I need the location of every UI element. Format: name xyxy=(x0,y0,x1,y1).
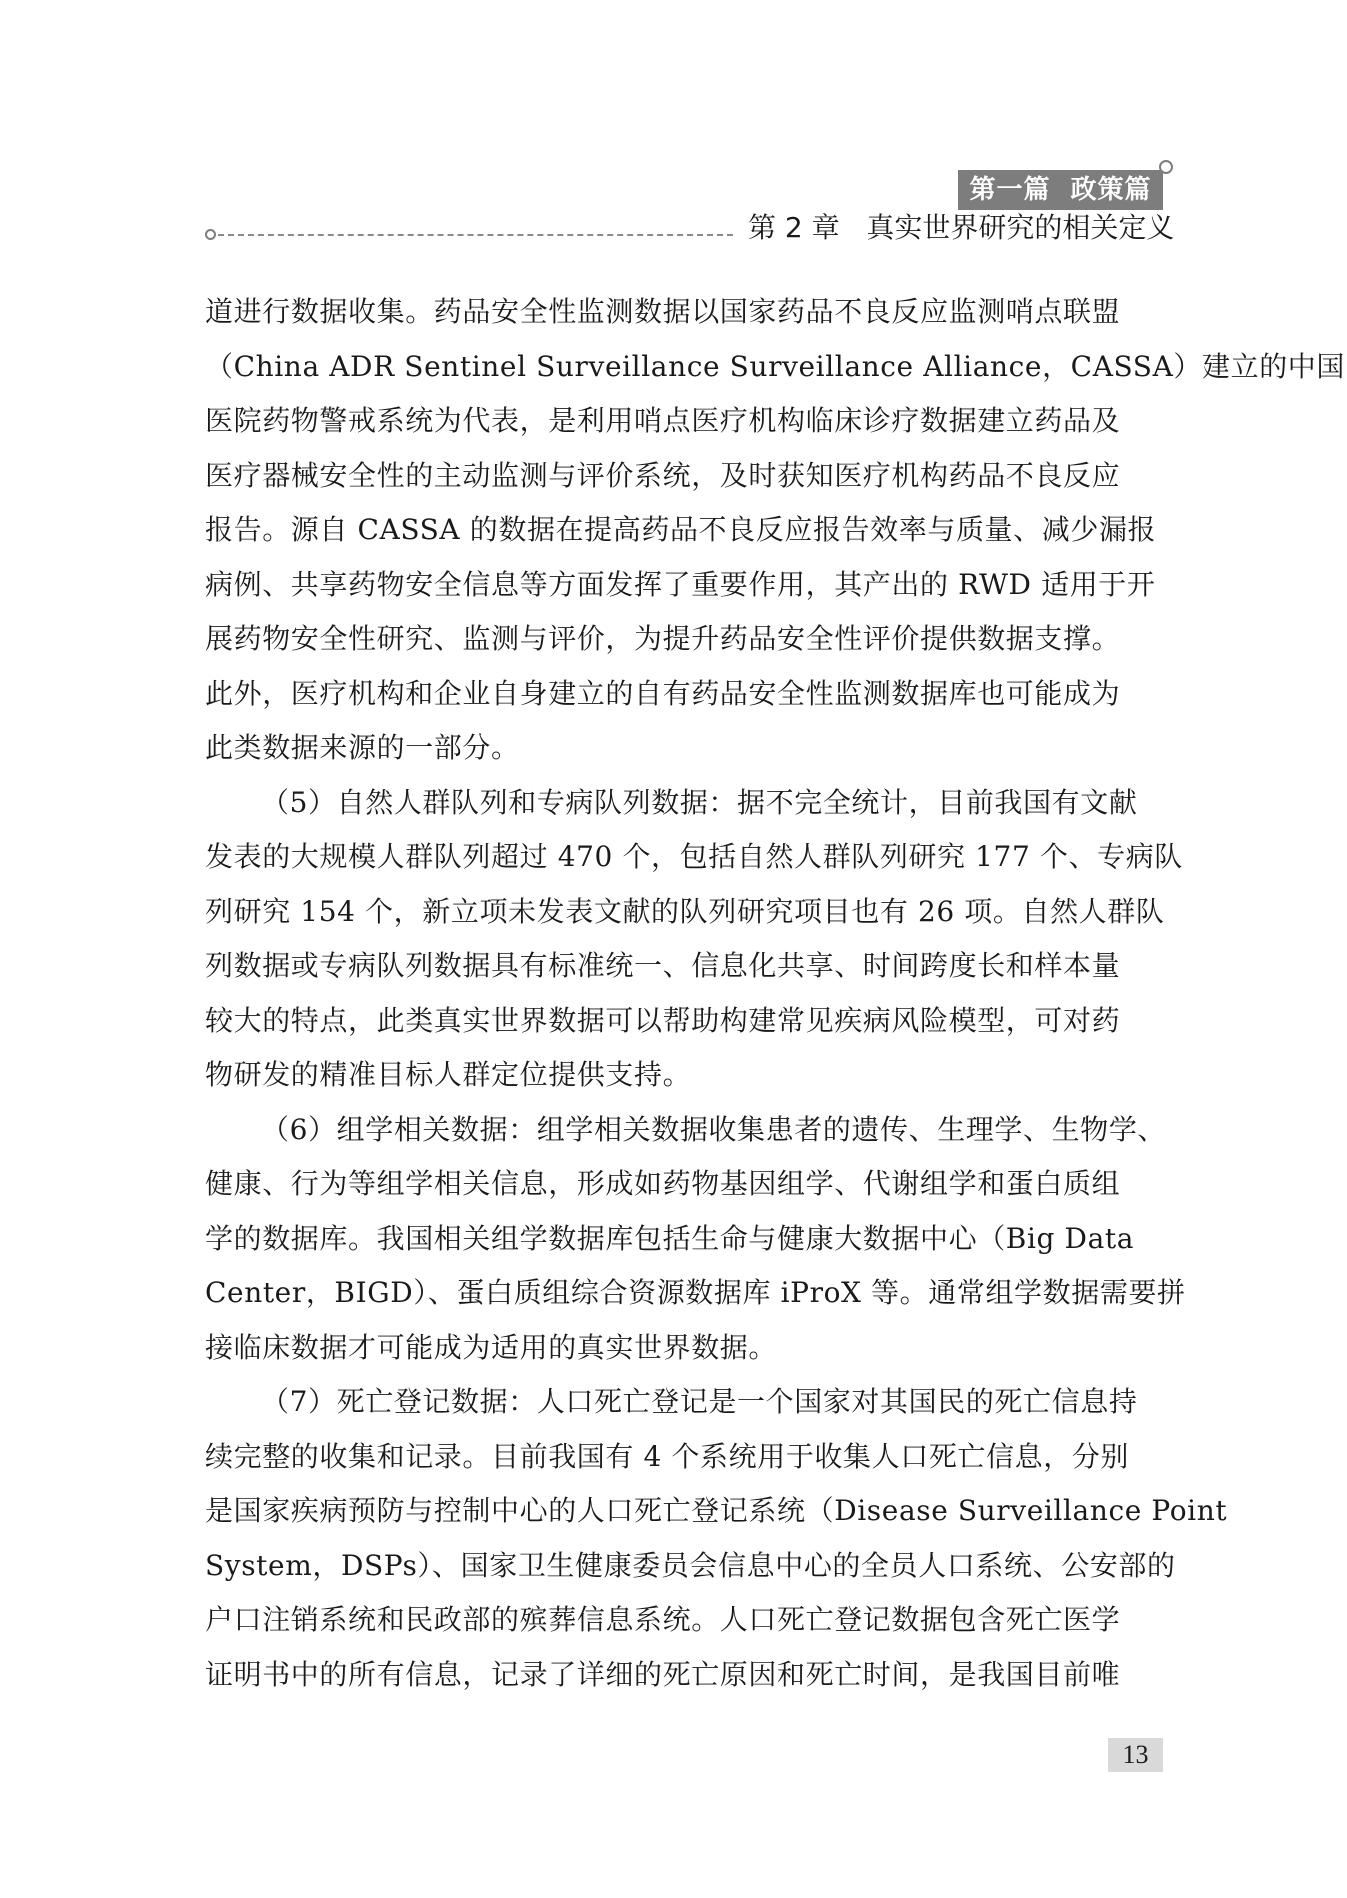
text-line: 医疗器械安全性的主动监测与评价系统，及时获知医疗机构药品不良反应 xyxy=(205,458,1121,492)
header-dashed-rule xyxy=(218,234,733,236)
text-line: 列研究 154 个，新立项未发表文献的队列研究项目也有 26 项。自然人群队 xyxy=(205,894,1165,928)
text-line: 健康、行为等组学相关信息，形成如药物基因组学、代谢组学和蛋白质组 xyxy=(205,1167,1121,1200)
text-line: 列数据或专病队列数据具有标准统一、信息化共享、时间跨度长和样本量 xyxy=(205,949,1121,982)
chapter-title: 第 2 章 真实世界研究的相关定义 xyxy=(748,211,1175,244)
text-line: System，DSPs）、国家卫生健康委员会信息中心的全员人口系统、公安部的 xyxy=(205,1548,1176,1582)
badge-ring-icon xyxy=(1159,160,1173,174)
text-line: （China ADR Sentinel Surveillance Surveillance Alliance，CASSA）建立的中国 xyxy=(205,349,1346,383)
page-header xyxy=(0,0,1347,260)
text-line: 证明书中的所有信息，记录了详细的死亡原因和死亡时间，是我国目前唯 xyxy=(205,1657,1121,1691)
text-line: （6）组学相关数据：组学相关数据收集患者的遗传、生理学、生物学、 xyxy=(261,1112,1167,1146)
text-line: 发表的大规模人群队列超过 470 个，包括自然人群队列研究 177 个、专病队 xyxy=(205,840,1183,873)
text-line: 较大的特点，此类真实世界数据可以帮助构建常见疾病风险模型，可对药 xyxy=(205,1003,1121,1037)
page-number: 13 xyxy=(1108,1738,1163,1772)
text-line: （7）死亡登记数据：人口死亡登记是一个国家对其国民的死亡信息持 xyxy=(261,1385,1138,1418)
text-line: 报告。源自 CASSA 的数据在提高药品不良反应报告效率与质量、减少漏报 xyxy=(205,513,1157,546)
text-line: 是国家疾病预防与控制中心的人口死亡登记系统（Disease Surveillance Point xyxy=(205,1494,1228,1527)
text-line: 学的数据库。我国相关组学数据库包括生命与健康大数据中心（Big Data xyxy=(205,1221,1135,1255)
text-line: 接临床数据才可能成为适用的真实世界数据。 xyxy=(205,1330,778,1364)
part-label-badge: 第一篇 政策篇 xyxy=(958,170,1163,210)
text-line: 户口注销系统和民政部的殡葬信息系统。人口死亡登记数据包含死亡医学 xyxy=(205,1603,1121,1636)
text-line: 展药物安全性研究、监测与评价，为提升药品安全性评价提供数据支撑。 xyxy=(205,622,1121,655)
text-line: 此类数据来源的一部分。 xyxy=(205,731,520,764)
text-line: Center，BIGD）、蛋白质组综合资源数据库 iProX 等。通常组学数据需要拼 xyxy=(205,1276,1186,1309)
text-line: 道进行数据收集。药品安全性监测数据以国家药品不良反应监测哨点联盟 xyxy=(205,295,1121,328)
text-line: 医院药物警戒系统为代表，是利用哨点医疗机构临床诊疗数据建立药品及 xyxy=(205,404,1121,437)
header-ring-icon xyxy=(205,229,216,240)
text-line: 此外，医疗机构和企业自身建立的自有药品安全性监测数据库也可能成为 xyxy=(205,676,1121,710)
body-text xyxy=(205,285,1346,1702)
text-line: 续完整的收集和记录。目前我国有 4 个系统用于收集人口死亡信息，分别 xyxy=(205,1439,1130,1473)
text-line: 物研发的精准目标人群定位提供支持。 xyxy=(205,1058,692,1091)
text-line: 病例、共享药物安全信息等方面发挥了重要作用，其产出的 RWD 适用于开 xyxy=(205,567,1156,601)
text-line: （5）自然人群队列和专病队列数据：据不完全统计，目前我国有文献 xyxy=(261,785,1138,819)
